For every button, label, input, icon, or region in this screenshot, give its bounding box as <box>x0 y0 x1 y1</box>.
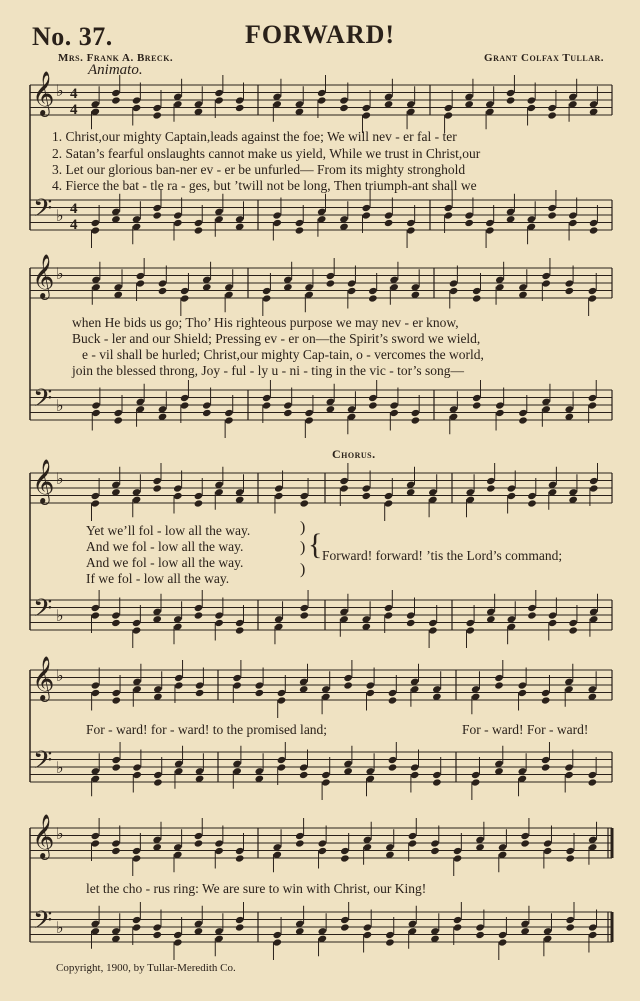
notehead <box>565 287 575 295</box>
notehead <box>326 279 336 287</box>
notehead <box>195 689 205 697</box>
notehead <box>518 416 528 424</box>
notehead <box>472 401 482 409</box>
notehead <box>362 492 372 500</box>
notehead <box>235 854 245 862</box>
notehead <box>299 611 309 619</box>
copyright-notice: Copyright, 1900, by Tullar-Meredith Co. <box>56 962 236 974</box>
verse-1-line-2: when He bids us go; Tho’ His righteous purpose we may nev - er know, <box>72 315 459 330</box>
notehead <box>194 839 204 847</box>
treble-clef-icon: 𝄞 <box>32 656 55 700</box>
notehead <box>235 923 245 931</box>
composer-credit: Grant Colfax Tullar. <box>484 52 604 64</box>
notehead <box>541 696 551 704</box>
verse-4-line-1: 4. Fierce the bat - tle ra - ges, but ’twill not be long, Then triumph-ant shall we <box>52 178 477 193</box>
flat-sign-icon: ♭ <box>56 264 64 283</box>
notehead <box>388 696 398 704</box>
notehead <box>541 763 551 771</box>
notehead <box>339 104 349 112</box>
verse-1-line-3: Yet we’ll fol - low all the way. <box>86 523 251 538</box>
notehead <box>568 626 578 634</box>
bass-clef-icon: 𝄢 <box>33 594 53 629</box>
chorus-line-2b: For - ward! For - ward! <box>462 722 589 737</box>
verse-2-line-2: Buck - ler and our Shield; Pressing ev - er on—the Spirit’s sword we wield, <box>72 331 481 346</box>
notehead <box>202 409 212 417</box>
flat-sign-icon: ♭ <box>56 666 64 685</box>
notehead <box>235 626 245 634</box>
hymn-title: FORWARD! <box>244 20 396 49</box>
notehead <box>152 484 162 492</box>
notehead <box>299 499 309 507</box>
notehead <box>486 484 496 492</box>
notehead <box>475 931 485 939</box>
notehead <box>283 409 293 417</box>
flat-sign-icon: ♭ <box>56 758 64 777</box>
notehead <box>235 104 245 112</box>
notehead <box>295 839 305 847</box>
time-signature: 4 <box>70 201 78 217</box>
flat-sign-icon: ♭ <box>56 824 64 843</box>
notehead <box>464 219 474 227</box>
verse-2-line-3: And we fol - low all the way. <box>86 539 244 554</box>
notehead <box>111 696 121 704</box>
chorus-line-3: let the cho - rus ring: We are sure to win with Christ, our King! <box>86 881 427 896</box>
bass-clef-icon: 𝄢 <box>33 746 53 781</box>
verse-brace-left-3: ) <box>300 561 306 578</box>
notehead <box>385 938 395 946</box>
treble-clef-icon: 𝄞 <box>32 814 55 858</box>
verse-brace-right: { <box>308 528 323 561</box>
chorus-refrain-line: Forward! forward! ’tis the Lord’s command; <box>322 548 563 563</box>
notehead <box>406 619 416 627</box>
notehead <box>565 854 575 862</box>
time-signature: 4 <box>70 86 78 102</box>
flat-sign-icon: ♭ <box>56 918 64 937</box>
notehead <box>255 689 265 697</box>
chorus-label: Chorus. <box>332 447 376 461</box>
verse-2-line-1: 2. Satan’s fearful onslaughts cannot make us yield, While we trust in Christ,our <box>52 146 481 161</box>
flat-sign-icon: ♭ <box>56 606 64 625</box>
bass-clef-icon: 𝄢 <box>33 906 53 941</box>
bass-clef-icon: 𝄢 <box>33 194 53 229</box>
notehead <box>111 847 121 855</box>
notehead <box>506 96 516 104</box>
notehead <box>565 923 575 931</box>
notehead <box>527 499 537 507</box>
notehead <box>388 763 398 771</box>
notehead <box>340 923 350 931</box>
notehead <box>152 111 162 119</box>
notehead <box>299 771 309 779</box>
verse-4-line-3: If we fol - low all the way. <box>86 571 230 586</box>
notehead <box>152 931 162 939</box>
notehead <box>432 778 442 786</box>
lyricist-credit: Mrs. Frank A. Breck. <box>58 52 174 64</box>
notehead <box>411 416 421 424</box>
notehead <box>340 854 350 862</box>
notehead <box>111 763 121 771</box>
notehead <box>368 294 378 302</box>
verse-3-line-1: 3. Let our glorious ban-ner ev - er be unfurled— From its mighty stronghold <box>52 162 466 177</box>
time-signature: 4 <box>70 102 78 118</box>
notehead <box>194 226 204 234</box>
verse-3-line-3: And we fol - low all the way. <box>86 555 244 570</box>
notehead <box>113 416 123 424</box>
hymn-number: No. 37. <box>32 22 113 51</box>
notehead <box>430 847 440 855</box>
notehead <box>527 611 537 619</box>
notehead <box>295 226 305 234</box>
notehead <box>158 287 168 295</box>
notehead <box>520 839 530 847</box>
time-signature: 4 <box>70 217 78 233</box>
flat-sign-icon: ♭ <box>56 81 64 100</box>
treble-clef-icon: 𝄞 <box>32 459 55 503</box>
verse-brace-left-2: ) <box>300 539 306 556</box>
tempo-marking: Animato. <box>88 62 143 78</box>
notehead <box>588 778 598 786</box>
notehead <box>343 681 353 689</box>
chorus-line-2: For - ward! for - ward! to the promised land; <box>86 722 328 737</box>
notehead <box>111 619 121 627</box>
notehead <box>472 294 482 302</box>
verse-1-line-1: 1. Christ,our mighty Captain,leads against the foe; We will nev - er fal - ter <box>52 129 457 144</box>
treble-clef-icon: 𝄞 <box>32 254 55 298</box>
flat-sign-icon: ♭ <box>56 206 64 225</box>
notehead <box>111 96 121 104</box>
verse-3-line-2: e - vil shall be hurled; Christ,our mighty Cap-tain, o - vercomes the world, <box>82 347 484 362</box>
bass-clef-icon: 𝄢 <box>33 384 53 419</box>
notehead <box>194 499 204 507</box>
notehead <box>194 611 204 619</box>
notehead <box>152 211 162 219</box>
notehead <box>547 211 557 219</box>
notehead <box>153 778 163 786</box>
notehead <box>494 681 504 689</box>
treble-clef-icon: 𝄞 <box>32 71 55 115</box>
notehead <box>547 111 557 119</box>
notehead <box>589 226 599 234</box>
verse-brace-left: ) <box>300 519 306 536</box>
notehead <box>384 219 394 227</box>
notehead <box>368 401 378 409</box>
flat-sign-icon: ♭ <box>56 396 64 415</box>
verse-4-line-2: join the blessed throng, Joy - ful - ly u - ni - ting in the vic - tor’s song— <box>72 363 464 378</box>
flat-sign-icon: ♭ <box>56 469 64 488</box>
